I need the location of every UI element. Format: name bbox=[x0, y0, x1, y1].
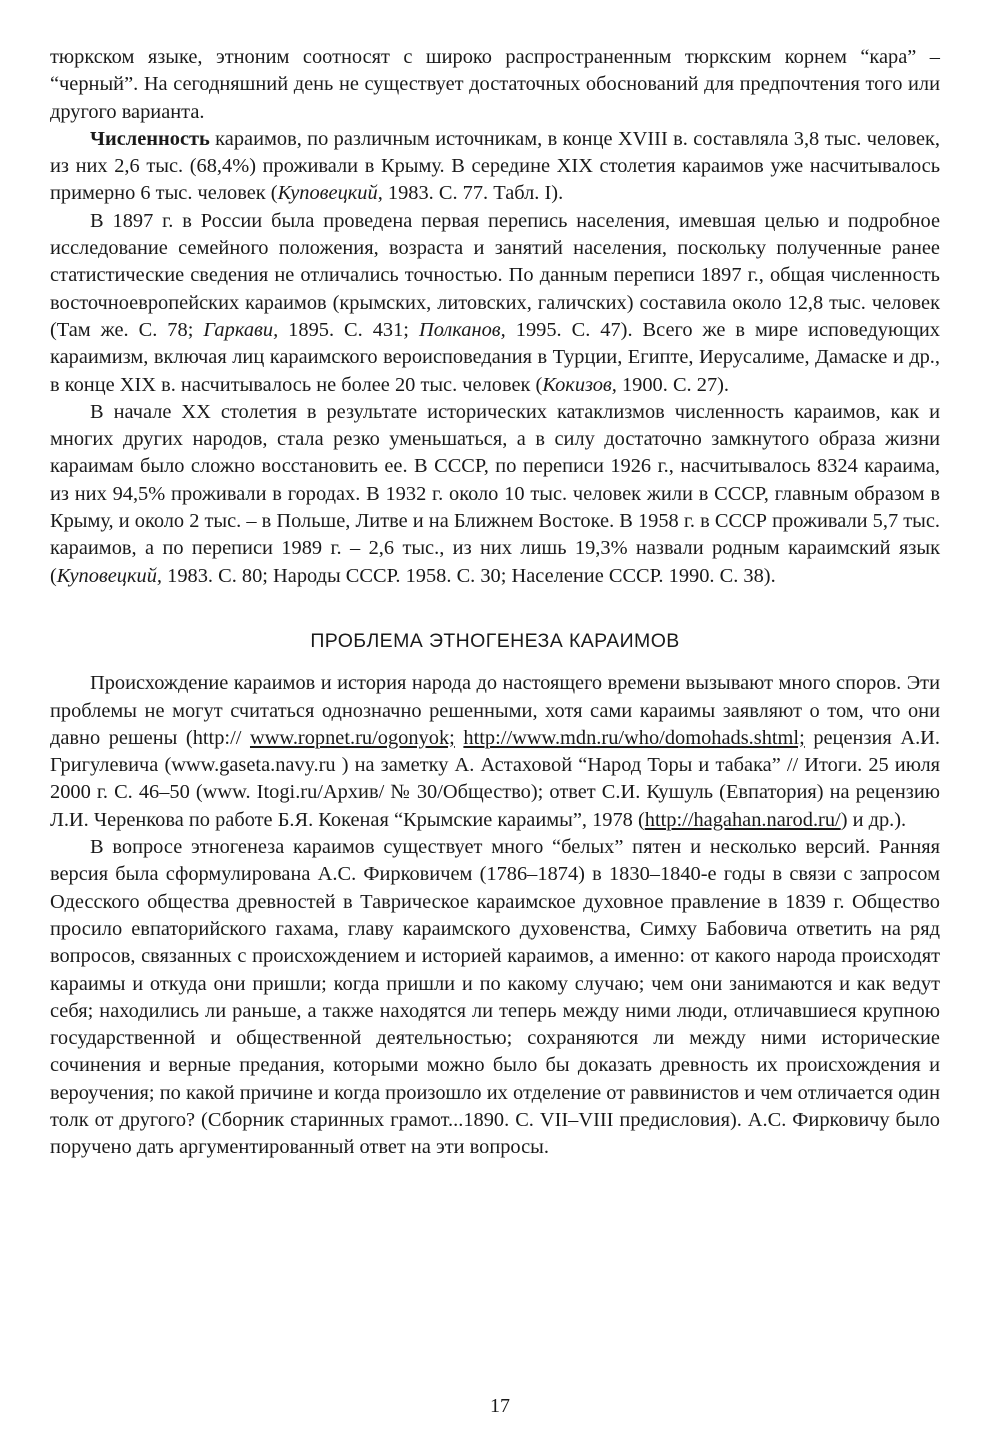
text-run: ) и др.). bbox=[840, 808, 907, 831]
paragraph-firkovich-version bbox=[50, 834, 940, 1162]
text-run: рецензия А.И. Григулевича (www.gaseta.navy.ru ) на заметку А. Астаховой “Народ Торы и табака” // Итоги. 25 июля 2000 г. С. 46–50 (www. Itogi.ru/Архив/ № 30/Общество); ответ С.И. Кушуль (Евпатория) на рецензию Л.И. Черенкова по работе Б.Я. Кокеная “Крымские караимы”, 1978 ( bbox=[50, 726, 940, 831]
web-link[interactable]: http://hagahan.narod.ru/ bbox=[644, 808, 841, 831]
text-run: караимов, по различным источникам, в конце XVIII в. составляла 3,8 тыс. человек, из них 2,6 тыс. (68,4%) проживали в Крыму. В середине XIX столетия караимов уже насчитывалось примерно 6 тыс. человек ( bbox=[50, 127, 940, 205]
citation-author: Гаркави, bbox=[203, 318, 279, 341]
page-number: 17 bbox=[490, 1395, 510, 1417]
text-run: 1983. С. 80; Народы СССР. 1958. С. 30; Население СССР. 1990. С. 38). bbox=[162, 564, 776, 587]
citation-author: Куповецкий, bbox=[56, 564, 163, 587]
paragraph-continuation bbox=[50, 44, 940, 126]
text-run: 1995. С. 47). Всего же в мире исповедующих караимизм, включая лиц караимского вероисповедания в Турции, Египте, Иерусалиме, Дамаске и др., в конце XIX в. насчитывалось не более 20 тыс. человек ( bbox=[50, 318, 941, 396]
paragraph-text: В вопросе этногенеза караимов существует много “белых” пятен и несколько версий. Ранняя версия была сформулирована А.С. Фирковичем (1786–1874) в 1830–1840-е годы в связи с запросом Одесского общества древностей в Таврическое караимское духовное правление в 1839 г. Общество просило евпаторийского гахама, главу караимского духовенства, Симху Бабовича ответить на ряд вопросов, связанных с происхождением и историей караимов, а именно: от какого народа происходят караимы и откуда они пришли; когда пришли и по какому случаю; чем они занимаются и как ведут себя; находились ли раньше, а также находятся ли теперь между ними люди, отличавшиеся крупною государственной и общественной деятельностью; сохраняются ли между ними исторические сочинения и верные предания, которыми можно было бы доказать древность их происхождения и вероучения; по какой причине и когда произошло их отделение от раввинистов и чем отличается один толк от другого? (Сборник старинных грамот...1890. С. VII–VIII предисловия). А.С. Фирковичу было поручено дать аргументированный ответ на эти вопросы. bbox=[50, 836, 940, 1159]
paragraph-20th-century bbox=[50, 399, 940, 590]
paragraph-census-1897 bbox=[50, 208, 940, 399]
web-link[interactable]: www.ropnet.ru/ogonyok; bbox=[249, 726, 455, 749]
citation-author: Полканов, bbox=[418, 318, 506, 341]
citation-author: Куповецкий, bbox=[277, 182, 383, 205]
text-run: 1895. С. 431; bbox=[278, 318, 419, 341]
text-run: 1900. С. 27). bbox=[616, 373, 730, 396]
citation-author: Кокизов, bbox=[542, 373, 617, 396]
paragraph-ethnogenesis-disputes bbox=[50, 670, 940, 834]
web-link[interactable]: http://www.mdn.ru/who/domohads.shtml; bbox=[463, 726, 805, 749]
bold-lead-term: Численность bbox=[90, 127, 210, 150]
text-run: 1983. С. 77. Табл. I). bbox=[382, 182, 564, 205]
page-body bbox=[50, 44, 940, 1162]
paragraph-population bbox=[50, 126, 940, 208]
section-heading: ПРОБЛЕМА ЭТНОГЕНЕЗА КАРАИМОВ bbox=[310, 629, 680, 652]
text-run: В начале XX столетия в результате исторических катаклизмов численность караимов, как и многих других народов, стала резко уменьшаться, а в силу достаточно замкнутого образа жизни караимам было сложно восстановить ее. В СССР, по переписи 1926 г., насчитывалось 8324 караима, из них 94,5% проживали в городах. В 1932 г. около 10 тыс. человек жили в СССР, главным образом в Крыму, и около 2 тыс. – в Польше, Литве и на Ближнем Востоке. В 1958 г. в СССР проживали 5,7 тыс. караимов, а по переписи 1989 г. – 2,6 тыс., из них лишь 19,3% назвали родным караимский язык ( bbox=[50, 400, 940, 587]
text-run: В 1897 г. в России была проведена первая перепись населения, имевшая целью и подробное исследование семейного положения, возраста и занятий населения, поскольку полученные ранее статистические сведения не отличались точностью. По данным переписи 1897 г., общая численность восточноевропейских караимов (крымских, литовских, галичских) составила около 12,8 тыс. человек (Там же. С. 78; bbox=[50, 209, 940, 341]
paragraph-text: тюркском языке, этноним соотносят с широко распространенным тюркским корнем “кара” – “черный”. На сегодняшний день не существует достаточных обоснований для предпочтения того или другого варианта. bbox=[50, 46, 940, 123]
text-run: Происхождение караимов и история народа до настоящего времени вызывают много споров. Эти проблемы не могут считаться однозначно решенными, хотя сами караимы заявляют о том, что они давно решены (http:// bbox=[50, 672, 940, 749]
